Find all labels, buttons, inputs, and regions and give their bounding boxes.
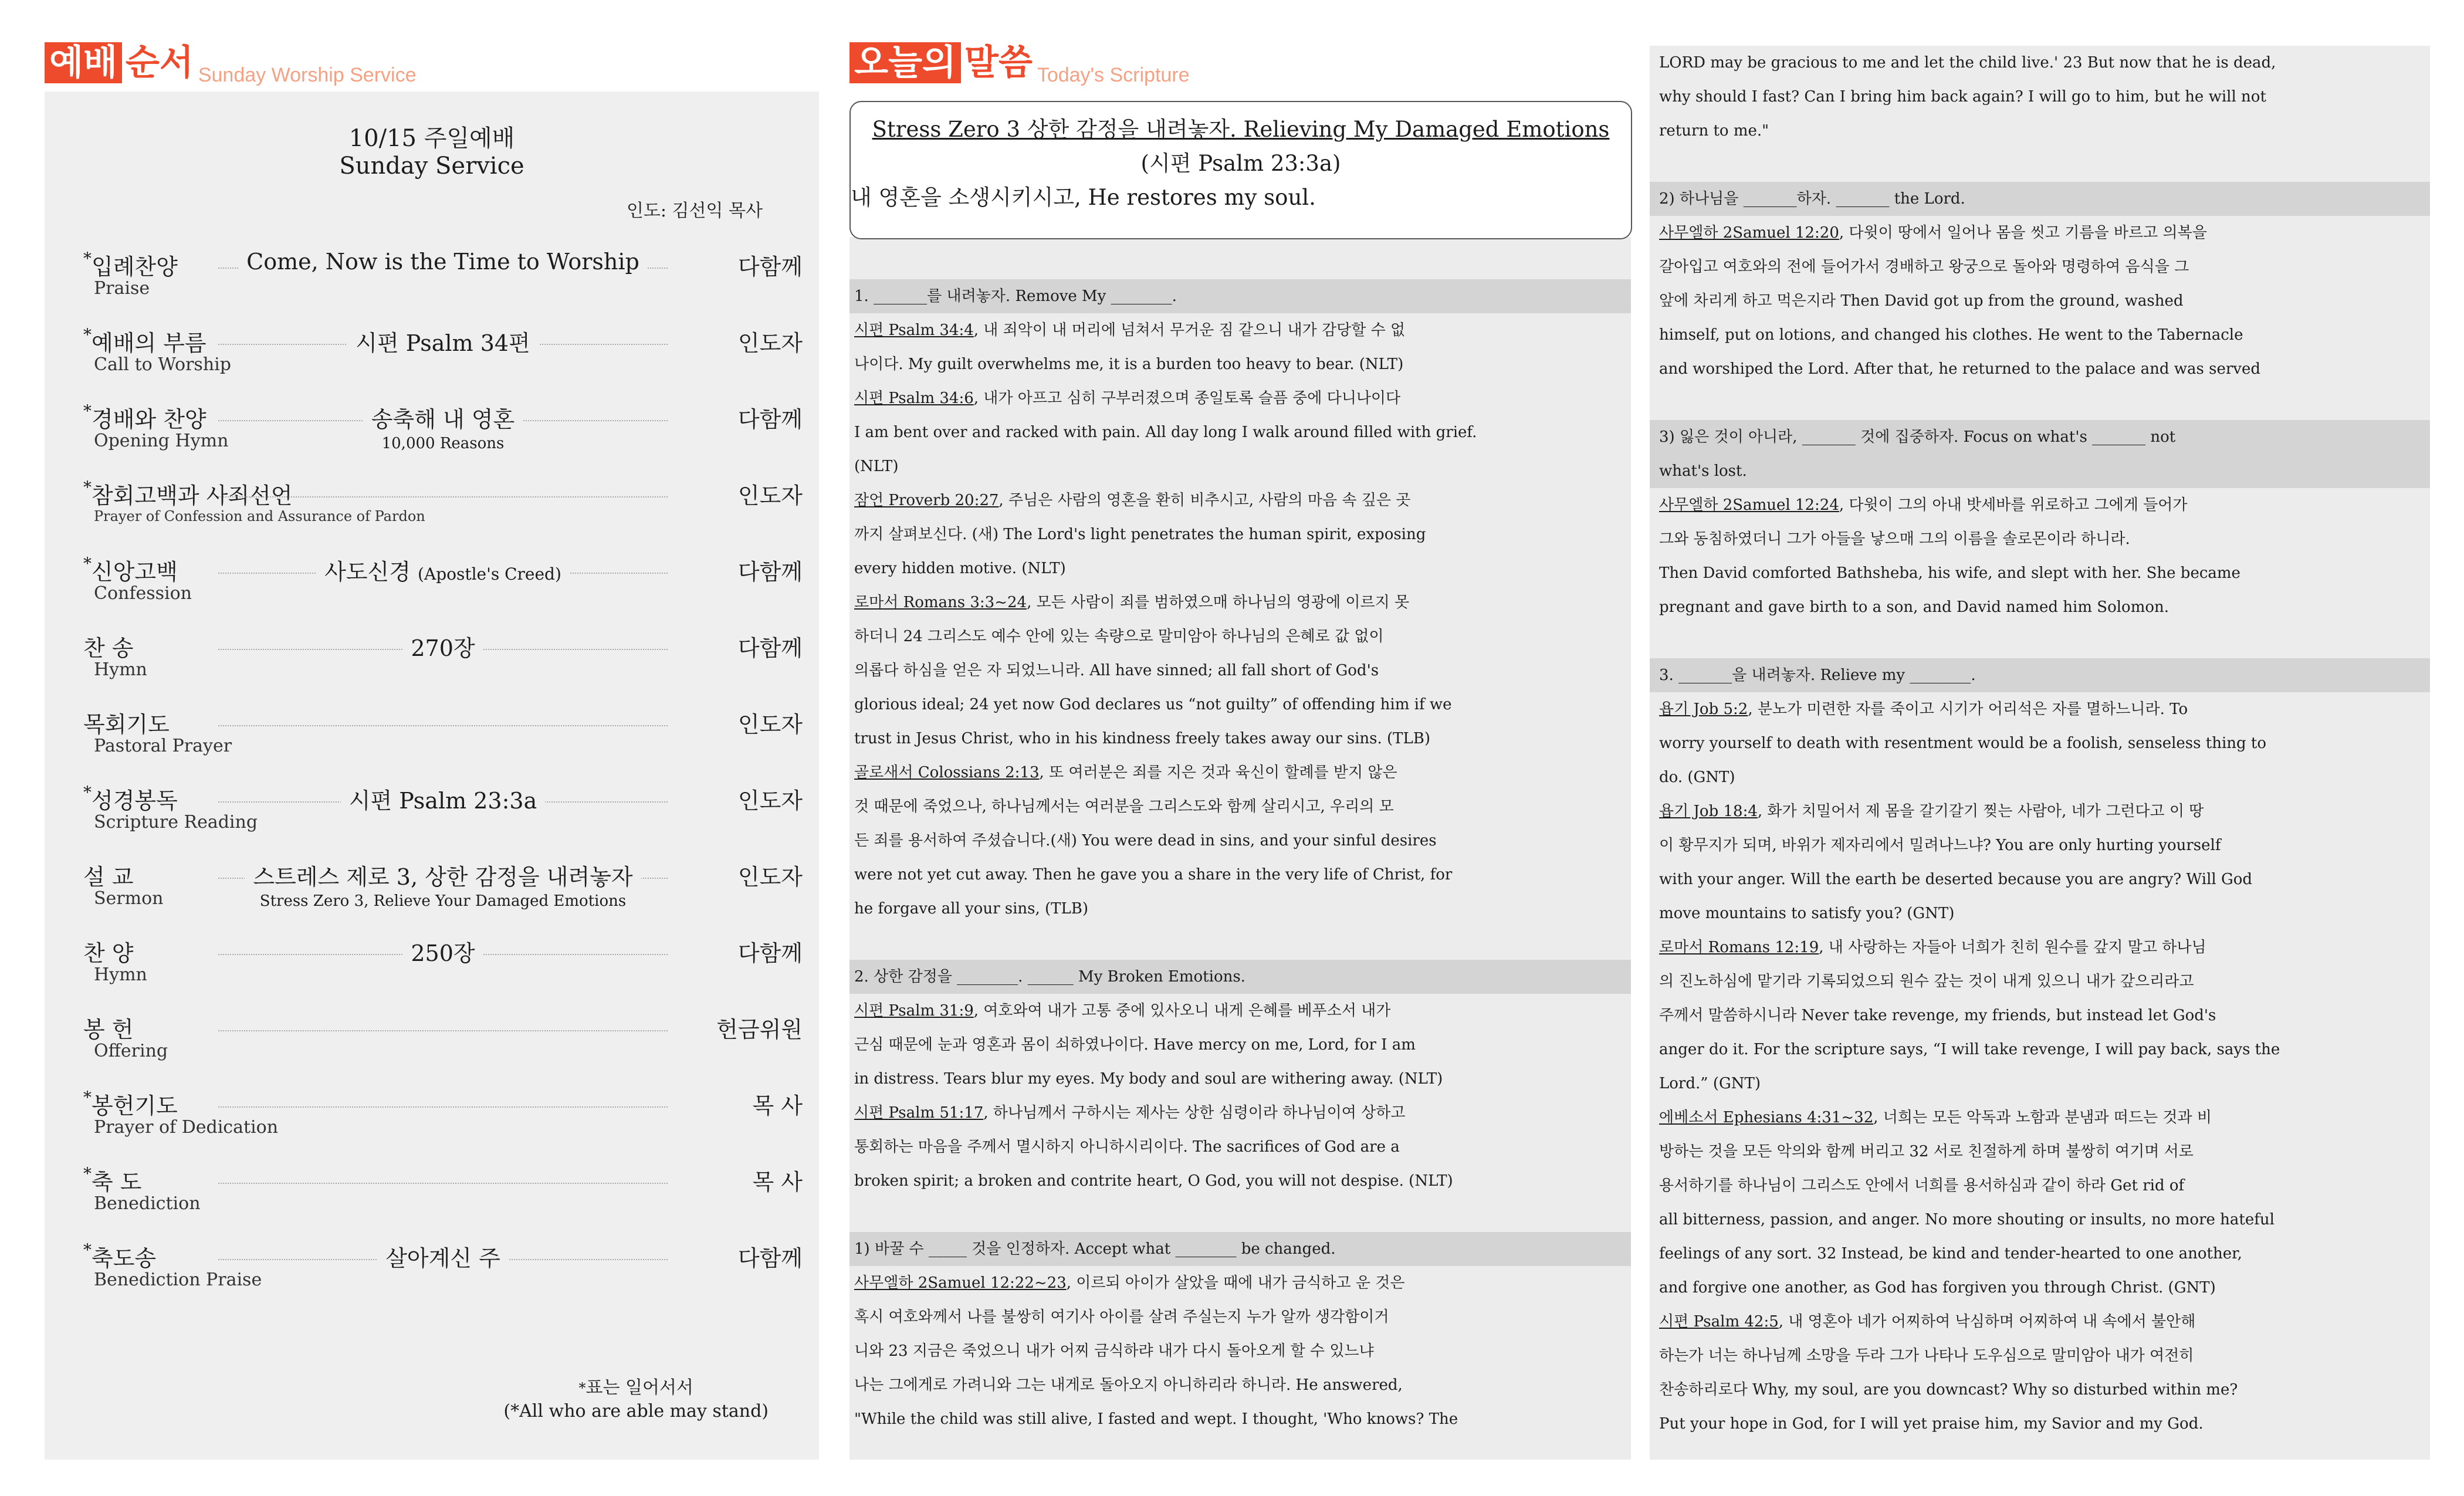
- scripture-line: [849, 858, 1631, 892]
- scripture-line: [849, 1130, 1631, 1164]
- line-text: pregnant and gave birth to a son, and David named him Solomon.: [1659, 598, 2169, 616]
- scripture-line: [849, 688, 1631, 722]
- line-text: himself, put on lotions, and changed his clothes. He went to the Tabernacle: [1659, 326, 2243, 344]
- worship-item-leader: 다함께: [737, 1245, 803, 1271]
- scripture-line: [1650, 352, 2430, 386]
- worship-item-detail-en: Stress Zero 3, Relieve Your Damaged Emotions: [254, 892, 632, 910]
- spacer: [1650, 148, 2430, 182]
- scripture-line: [849, 756, 1631, 790]
- line-text: , 내 사랑하는 자들아 너희가 친히 원수를 갚지 말고 하나님: [1819, 939, 2206, 956]
- worship-item-title-en: Prayer of Dedication: [94, 1117, 279, 1138]
- spacer: [1650, 624, 2430, 658]
- scripture-line: [849, 892, 1631, 926]
- scripture-header-box: 오늘의: [849, 42, 961, 83]
- section-heading: [849, 279, 1631, 313]
- worship-item-title: [83, 783, 178, 815]
- line-text: glorious ideal; 24 yet now God declares us “not guilty” of offending him if we: [854, 696, 1452, 713]
- worship-item-title-ko: 설 교: [83, 864, 134, 890]
- line-text: , 내 영혼아 네가 어찌하여 낙심하며 어찌하여 내 속에서 불안해: [1778, 1313, 2196, 1331]
- scripture-line: [1650, 1067, 2430, 1101]
- worship-item: [83, 1088, 803, 1158]
- line-text: 하는가 너는 하나님께 소망을 두라 그가 나타나 도우심으로 말미암아 내가 여전히: [1659, 1347, 2194, 1365]
- worship-item-title-ko: 봉 헌: [83, 1017, 134, 1043]
- scripture-line: [849, 654, 1631, 688]
- line-text: every hidden motive. (NLT): [854, 560, 1066, 577]
- worship-item: [83, 859, 803, 929]
- verse-reference: 시편 Psalm 34:6: [854, 390, 974, 407]
- worship-item-title: [83, 1164, 142, 1196]
- scripture-line: [849, 790, 1631, 824]
- worship-item-detail: [218, 401, 668, 452]
- worship-item-detail-text: 스트레스 제로 3, 상한 감정을 내려놓자: [253, 864, 633, 890]
- scripture-line: [1650, 760, 2430, 794]
- line-text: 찬송하리로다 Why, my soul, are you downcast? Why so disturbed within me?: [1659, 1381, 2238, 1399]
- scripture-line: [849, 1164, 1631, 1198]
- line-text: anger do it. For the scripture says, “I will take revenge, I will pay back, says the: [1659, 1041, 2280, 1058]
- worship-item-leader: 목 사: [752, 1169, 803, 1195]
- line-text: 이 황무지가 되며, 바위가 제자리에서 밀려나느냐? You are only hurting yourself: [1659, 837, 2221, 854]
- verse-reference: 에베소서 Ephesians 4:31~32: [1659, 1109, 1874, 1126]
- line-text: return to me.": [1659, 122, 1769, 140]
- scripture-line: [849, 1334, 1631, 1368]
- worship-item-leader: 다함께: [737, 407, 803, 432]
- scripture-line: [1650, 1339, 2430, 1373]
- verse-reference: 잠언 Proverb 20:27: [854, 492, 999, 509]
- scripture-line: [1650, 1033, 2430, 1067]
- sermon-title-box: [849, 101, 1632, 239]
- worship-item-title-ko: 예배의 부름: [92, 330, 207, 356]
- line-text: move mountains to satisfy you? (GNT): [1659, 905, 1955, 922]
- verse-reference: 시편 Psalm 51:17: [854, 1104, 984, 1122]
- leader-dots: [218, 496, 668, 497]
- line-text: , 모든 사람이 죄를 범하였으매 하나님의 영광에 이르지 못: [1027, 594, 1410, 611]
- scripture-line: [849, 551, 1631, 585]
- line-text: , 또 여러분은 죄를 지은 것과 육신이 할례를 받지 않은: [1039, 764, 1397, 781]
- scripture-line: [1650, 794, 2430, 828]
- worship-item-title: [83, 935, 134, 967]
- scripture-line: [1650, 1373, 2430, 1407]
- line-text: trust in Jesus Christ, who in his kindness freely takes away our sins. (TLB): [854, 730, 1431, 747]
- worship-item: [83, 478, 803, 548]
- scripture-line: [1650, 1169, 2430, 1203]
- worship-item-detail: [218, 325, 668, 357]
- spacer: [849, 1198, 1631, 1232]
- line-text: 든 죄를 용서하여 주셨습니다.(새) You were dead in sins, and your sinful desires: [854, 832, 1437, 849]
- line-text: 통회하는 마음을 주께서 멸시하지 아니하시리이다. The sacrifices of God are a: [854, 1138, 1400, 1156]
- scripture-line: [1650, 1271, 2430, 1305]
- verse-reference: 골로새서 Colossians 2:13: [854, 764, 1040, 781]
- worship-item-detail-sub: (Apostle's Creed): [418, 564, 561, 584]
- line-text: 3) 잃은 것이 아니라, _______ 것에 집중하자. Focus on what's _______ not: [1659, 428, 2176, 446]
- line-text: , 화가 치밀어서 제 몸을 갈기갈기 찢는 사람아, 네가 그런다고 이 땅: [1757, 803, 2204, 820]
- line-text: , 다윗이 땅에서 일어나 몸을 씻고 기름을 바르고 의복을: [1839, 224, 2207, 242]
- worship-item-title-ko: 입례찬양: [92, 254, 178, 280]
- verse-reference: 로마서 Romans 12:19: [1659, 939, 1819, 956]
- worship-item: [83, 706, 803, 777]
- scripture-header-en: Today's Scripture: [1037, 64, 1190, 86]
- scripture-line: [1650, 250, 2430, 284]
- worship-item-title: [83, 1240, 156, 1272]
- verse-reference: 욥기 Job 5:2: [1659, 700, 1748, 718]
- line-text: 것 때문에 죽었으나, 하나님께서는 여러분을 그리스도와 함께 살리시고, 우리의 모: [854, 798, 1394, 815]
- worship-item-title-en: Hymn: [94, 659, 147, 680]
- worship-item-title-en: Call to Worship: [94, 354, 231, 375]
- scripture-header-red: 말씀: [964, 42, 1033, 83]
- scripture-line: [1650, 1305, 2430, 1339]
- verse-reference: 시편 Psalm 34:4: [854, 321, 974, 339]
- scripture-line: [1650, 828, 2430, 862]
- line-text: 의롭다 하심을 얻은 자 되었느니라. All have sinned; all fall short of God's: [854, 662, 1379, 679]
- worship-item: [83, 1164, 803, 1234]
- worship-item-title: [83, 478, 292, 510]
- worship-item-detail: [218, 859, 668, 910]
- scripture-line: [1650, 1237, 2430, 1271]
- worship-section-header: [45, 42, 417, 86]
- line-text: 하더니 24 그리스도 예수 안에 있는 속량으로 말미암아 하나님의 은혜로 값 없이: [854, 628, 1384, 645]
- scripture-line: [1650, 1135, 2430, 1169]
- leader-dots: [218, 725, 668, 726]
- scripture-line: [849, 722, 1631, 756]
- line-text: 용서하기를 하나님이 그리스도 안에서 너희를 용서하심과 같이 하라 Get rid of: [1659, 1177, 2185, 1194]
- worship-item-detail-text: 송축해 내 영혼: [371, 407, 515, 432]
- line-text: "While the child was still alive, I fasted and wept. I thought, 'Who knows? The: [854, 1410, 1458, 1428]
- section-heading: [849, 960, 1631, 994]
- verse-reference: 사무엘하 2Samuel 12:22~23: [854, 1274, 1067, 1292]
- worship-item-detail-text: 사도신경: [324, 559, 411, 585]
- scripture-line: [849, 585, 1631, 620]
- worship-item-detail-text: Come, Now is the Time to Worship: [246, 249, 639, 275]
- worship-item-title-ko: 축 도: [92, 1169, 142, 1195]
- spacer: [1650, 386, 2430, 420]
- line-text: 주께서 말씀하시니라 Never take revenge, my friends, but instead let God's: [1659, 1007, 2216, 1024]
- scripture-line: [849, 994, 1631, 1028]
- worship-item-title: [83, 1088, 178, 1120]
- scripture-line: [1650, 1407, 2430, 1441]
- worship-item-detail-text: 250장: [411, 940, 475, 966]
- verse-reference: 사무엘하 2Samuel 12:20: [1659, 224, 1839, 242]
- scripture-line: [1650, 556, 2430, 590]
- worship-item-title-en: Benediction Praise: [94, 1270, 262, 1290]
- worship-item-leader: 다함께: [737, 559, 803, 585]
- verse-reference: 시편 Psalm 42:5: [1659, 1313, 1779, 1331]
- stand-marker: *: [83, 783, 92, 802]
- stand-marker: *: [83, 1164, 92, 1183]
- line-text: , 여호와여 내가 고통 중에 있사오니 내게 은혜를 베푸소서 내가: [973, 1002, 1391, 1020]
- worship-header-red: 순서: [125, 42, 194, 83]
- line-text: , 하나님께서 구하시는 제사는 상한 심령이라 하나님이여 상하고: [983, 1104, 1406, 1122]
- worship-item-title: [83, 325, 207, 357]
- verse-reference: 사무엘하 2Samuel 12:24: [1659, 496, 1839, 514]
- line-text: 나는 그에게로 가려니와 그는 내게로 돌아오지 아니하리라 하니라. He answered,: [854, 1376, 1403, 1394]
- worship-item: [83, 249, 803, 319]
- line-text: what's lost.: [1659, 462, 1747, 480]
- line-text: with your anger. Will the earth be deserted because you are angry? Will God: [1659, 871, 2253, 888]
- worship-item: [83, 554, 803, 624]
- worship-item-title-ko: 신앙고백: [92, 559, 178, 585]
- line-text: 방하는 것을 모든 악의와 함께 버리고 32 서로 친절하게 하며 불쌍히 여기며 서로: [1659, 1143, 2194, 1160]
- scripture-lines-left: [849, 279, 1631, 1460]
- worship-order-panel: [45, 92, 819, 1460]
- worship-item: [83, 783, 803, 853]
- line-text: , 내가 아프고 심히 구부러졌으며 종일토록 슬픔 중에 다니나이다: [973, 390, 1401, 407]
- worship-header-box: 예배: [45, 42, 122, 83]
- worship-item-leader: 인도자: [737, 483, 803, 509]
- worship-item-detail: [218, 554, 668, 586]
- worship-item: [83, 325, 803, 395]
- scripture-line: [849, 483, 1631, 517]
- line-text: all bitterness, passion, and anger. No more shouting or insults, no more hateful: [1659, 1211, 2275, 1228]
- line-text: (NLT): [854, 458, 899, 475]
- scripture-line: [849, 1062, 1631, 1096]
- scripture-line: [1650, 216, 2430, 250]
- scripture-line: [849, 1300, 1631, 1334]
- scripture-line: [1650, 488, 2430, 522]
- scripture-line: [1650, 862, 2430, 896]
- worship-item-detail: [218, 630, 668, 662]
- line-text: Then David comforted Bathsheba, his wife, and slept with her. She became: [1659, 564, 2240, 582]
- worship-item-title-ko: 찬 송: [83, 635, 134, 661]
- line-text: do. (GNT): [1659, 769, 1735, 786]
- sermon-title: Stress Zero 3 상한 감정을 내려놓자. Relieving My Damaged Emotions: [872, 117, 1610, 142]
- verse-reference: 시편 Psalm 31:9: [854, 1002, 974, 1020]
- scripture-line: [1650, 318, 2430, 352]
- stand-marker: *: [83, 401, 92, 421]
- worship-item-title: [83, 1011, 134, 1044]
- line-text: he forgave all your sins, (TLB): [854, 900, 1089, 918]
- leader-dots: [218, 1030, 668, 1031]
- scripture-line: [1650, 522, 2430, 556]
- worship-item-title-ko: 찬 양: [83, 940, 134, 966]
- scripture-line: [849, 1096, 1631, 1130]
- worship-item-title-en: Pastoral Prayer: [94, 736, 232, 756]
- stand-note-ko: 표는 일어서서: [585, 1377, 693, 1398]
- scripture-line: [1650, 726, 2430, 760]
- line-text: 1. _______를 내려놓자. Remove My ________.: [854, 287, 1177, 305]
- worship-item-title-en: Sermon: [94, 888, 164, 909]
- worship-item-detail: [218, 249, 668, 275]
- scripture-line: [849, 415, 1631, 449]
- worship-item-title-ko: 목회기도: [83, 712, 170, 737]
- worship-item-detail-text: 270장: [411, 635, 475, 661]
- sermon-reference: (시편 Psalm 23:3a): [1140, 151, 1341, 176]
- worship-item-detail-text: 살아계신 주: [385, 1245, 500, 1271]
- scripture-line: [1650, 1101, 2430, 1135]
- scripture-line: [849, 824, 1631, 858]
- line-text: , 다윗이 그의 아내 밧세바를 위로하고 그에게 들어가: [1839, 496, 2188, 514]
- stand-marker: *: [83, 1240, 92, 1260]
- worship-item-title-ko: 축도송: [92, 1245, 157, 1271]
- line-text: worry yourself to death with resentment would be a foolish, senseless thing to: [1659, 735, 2267, 752]
- line-text: why should I fast? Can I bring him back again? I will go to him, but he will not: [1659, 88, 2266, 106]
- scripture-line: [849, 347, 1631, 381]
- line-text: broken spirit; a broken and contrite heart, O God, you will not despise. (NLT): [854, 1172, 1453, 1190]
- spacer: [849, 926, 1631, 960]
- section-heading: [1650, 182, 2430, 216]
- leader-dots: [218, 1183, 668, 1184]
- worship-item: [83, 935, 803, 1006]
- worship-item-detail: [218, 783, 668, 815]
- section-heading: [849, 1232, 1631, 1266]
- worship-item-title-en: Praise: [94, 278, 150, 299]
- leader-dots: [218, 1106, 668, 1108]
- stand-marker: *: [83, 478, 92, 497]
- worship-item-title-en: Hymn: [94, 964, 147, 985]
- worship-item: [83, 1240, 803, 1311]
- line-text: 그와 동침하였더니 그가 아들을 낳으매 그의 이름을 솔로몬이라 하니라.: [1659, 530, 2130, 548]
- service-title-en: Sunday Service: [339, 153, 524, 180]
- line-text: LORD may be gracious to me and let the child live.' 23 But now that he is dead,: [1659, 54, 2276, 72]
- service-leader: 인도: 김선익 목사: [626, 201, 763, 221]
- worship-item-title: [83, 630, 134, 662]
- line-text: , 분노가 미련한 자를 죽이고 시기가 어리석은 자를 멸하느니라. To: [1748, 700, 2188, 718]
- worship-item-leader: 헌금위원: [716, 1017, 803, 1043]
- worship-item: [83, 1011, 803, 1082]
- verse-reference: 로마서 Romans 3:3~24: [854, 594, 1027, 611]
- line-text: in distress. Tears blur my eyes. My body and soul are withering away. (NLT): [854, 1070, 1443, 1088]
- scripture-line: [849, 1028, 1631, 1062]
- worship-item-title-ko: 성경봉독: [92, 788, 178, 814]
- worship-item-title-en: Prayer of Confession and Assurance of Pardon: [94, 508, 425, 524]
- worship-item-detail-en: 10,000 Reasons: [376, 435, 510, 452]
- worship-item-leader: 인도자: [737, 864, 803, 890]
- scripture-line: [849, 620, 1631, 654]
- line-text: 까지 살펴보신다. (새) The Lord's light penetrates the human spirit, exposing: [854, 526, 1426, 543]
- line-text: 앞에 차리게 하고 먹은지라 Then David got up from the ground, washed: [1659, 292, 2184, 310]
- line-text: 2. 상한 감정을 ________. ______ My Broken Emotions.: [854, 968, 1245, 986]
- worship-item-detail-text: 시편 Psalm 34편: [356, 330, 530, 356]
- scripture-line: [849, 517, 1631, 551]
- scripture-column-right: [1650, 46, 2430, 1460]
- line-text: 2) 하나님을 _______하자. _______ the Lord.: [1659, 190, 1965, 208]
- line-text: 1) 바꿀 수 _____ 것을 인정하자. Accept what ________ be changed.: [854, 1240, 1336, 1258]
- scripture-line: [849, 1266, 1631, 1300]
- stand-star: *: [578, 1380, 586, 1396]
- line-text: 니와 23 지금은 죽었으니 내가 어찌 금식하랴 내가 다시 돌아오게 할 수 있느냐: [854, 1342, 1374, 1360]
- line-text: and forgive one another, as God has forgiven you through Christ. (GNT): [1659, 1279, 2216, 1297]
- worship-item-detail-text: 시편 Psalm 23:3a: [348, 788, 537, 814]
- worship-item-detail: [218, 935, 668, 967]
- line-text: , 너희는 모든 악독과 노함과 분냄과 떠드는 것과 비: [1873, 1109, 2212, 1126]
- scripture-line: [1650, 999, 2430, 1033]
- section-heading: [1650, 454, 2430, 488]
- stand-marker: *: [83, 554, 92, 573]
- line-text: , 이르되 아이가 살았을 때에 내가 금식하고 운 것은: [1066, 1274, 1405, 1292]
- worship-item-leader: 다함께: [737, 254, 803, 280]
- stand-marker: *: [83, 325, 92, 344]
- line-text: 3. _______을 내려놓자. Relieve my ________.: [1659, 666, 1976, 684]
- worship-item-title-en: Benediction: [94, 1193, 201, 1214]
- worship-item-leader: 다함께: [737, 635, 803, 661]
- worship-item-title-ko: 경배와 찬양: [92, 407, 207, 432]
- line-text: Lord.” (GNT): [1659, 1075, 1761, 1092]
- worship-item-title-ko: 봉헌기도: [92, 1093, 178, 1119]
- line-text: and worshiped the Lord. After that, he returned to the palace and was served: [1659, 360, 2260, 378]
- section-heading: [1650, 420, 2430, 454]
- section-heading: [1650, 658, 2430, 692]
- worship-item-title: [83, 706, 170, 739]
- worship-item-title: [83, 249, 178, 281]
- scripture-line: [1650, 46, 2430, 80]
- scripture-line: [1650, 590, 2430, 624]
- worship-item-title: [83, 859, 134, 891]
- scripture-line: [1650, 80, 2430, 114]
- worship-item-leader: 인도자: [737, 788, 803, 814]
- service-title-ko: 10/15 주일예배: [348, 125, 515, 152]
- worship-item-title-en: Opening Hymn: [94, 431, 229, 451]
- worship-item: [83, 630, 803, 700]
- worship-item-title-en: Scripture Reading: [94, 812, 258, 832]
- line-text: 의 진노하심에 맡기라 기록되었으되 원수 갚는 것이 내게 있으니 내가 갚으리라고: [1659, 973, 2194, 990]
- line-text: , 내 죄악이 내 머리에 넘쳐서 무거운 짐 같으니 내가 감당할 수 없: [973, 321, 1406, 339]
- worship-item-title: [83, 554, 178, 586]
- scripture-line: [1650, 284, 2430, 318]
- stand-note: [503, 1376, 769, 1423]
- worship-item-title-ko: 참회고백과 사죄선언: [92, 483, 293, 509]
- scripture-line: [849, 1368, 1631, 1402]
- sermon-key-verse: 내 영혼을 소생시키시고, He restores my soul.: [851, 185, 1316, 210]
- scripture-line: [1650, 1203, 2430, 1237]
- worship-item-leader: 인도자: [737, 712, 803, 737]
- line-text: 근심 때문에 눈과 영혼과 몸이 쇠하였나이다. Have mercy on me, Lord, for I am: [854, 1036, 1416, 1054]
- scripture-line: [849, 449, 1631, 483]
- worship-item-title-en: Offering: [94, 1041, 168, 1061]
- scripture-section-header: [849, 42, 1190, 86]
- worship-item-detail: [218, 1240, 668, 1272]
- scripture-line: [1650, 930, 2430, 964]
- scripture-line: [1650, 114, 2430, 148]
- scripture-line: [849, 1402, 1631, 1436]
- scripture-line: [1650, 896, 2430, 930]
- line-text: feelings of any sort. 32 Instead, be kind and tender-hearted to one another,: [1659, 1245, 2242, 1263]
- stand-marker: *: [83, 249, 92, 268]
- line-text: 갈아입고 여호와의 전에 들어가서 경배하고 왕궁으로 돌아와 명령하여 음식을 그: [1659, 258, 2189, 276]
- line-text: , 주님은 사람의 영혼을 환히 비추시고, 사람의 마음 속 깊은 곳: [999, 492, 1411, 509]
- stand-marker: *: [83, 1088, 92, 1107]
- scripture-line: [849, 381, 1631, 415]
- line-text: 나이다. My guilt overwhelms me, it is a burden too heavy to bear. (NLT): [854, 356, 1404, 373]
- worship-item-title: [83, 401, 207, 434]
- line-text: 혹시 여호와께서 나를 불쌍히 여기사 아이를 살려 주실는지 누가 알까 생각함이거: [854, 1308, 1389, 1326]
- scripture-line: [1650, 692, 2430, 726]
- worship-item-leader: 목 사: [752, 1093, 803, 1119]
- stand-note-en: (*All who are able may stand): [503, 1401, 769, 1421]
- line-text: Put your hope in God, for I will yet praise him, my Savior and my God.: [1659, 1415, 2204, 1433]
- worship-header-en: Sunday Worship Service: [198, 64, 417, 86]
- verse-reference: 욥기 Job 18:4: [1659, 803, 1758, 820]
- worship-item-leader: 인도자: [737, 330, 803, 356]
- worship-item-title-en: Confession: [94, 583, 192, 604]
- line-text: I am bent over and racked with pain. All day long I walk around filled with grief.: [854, 424, 1477, 441]
- worship-item-leader: 다함께: [737, 940, 803, 966]
- scripture-line: [1650, 964, 2430, 999]
- scripture-line: [849, 313, 1631, 347]
- line-text: were not yet cut away. Then he gave you a share in the very life of Christ, for: [854, 866, 1453, 884]
- worship-item: [83, 401, 803, 472]
